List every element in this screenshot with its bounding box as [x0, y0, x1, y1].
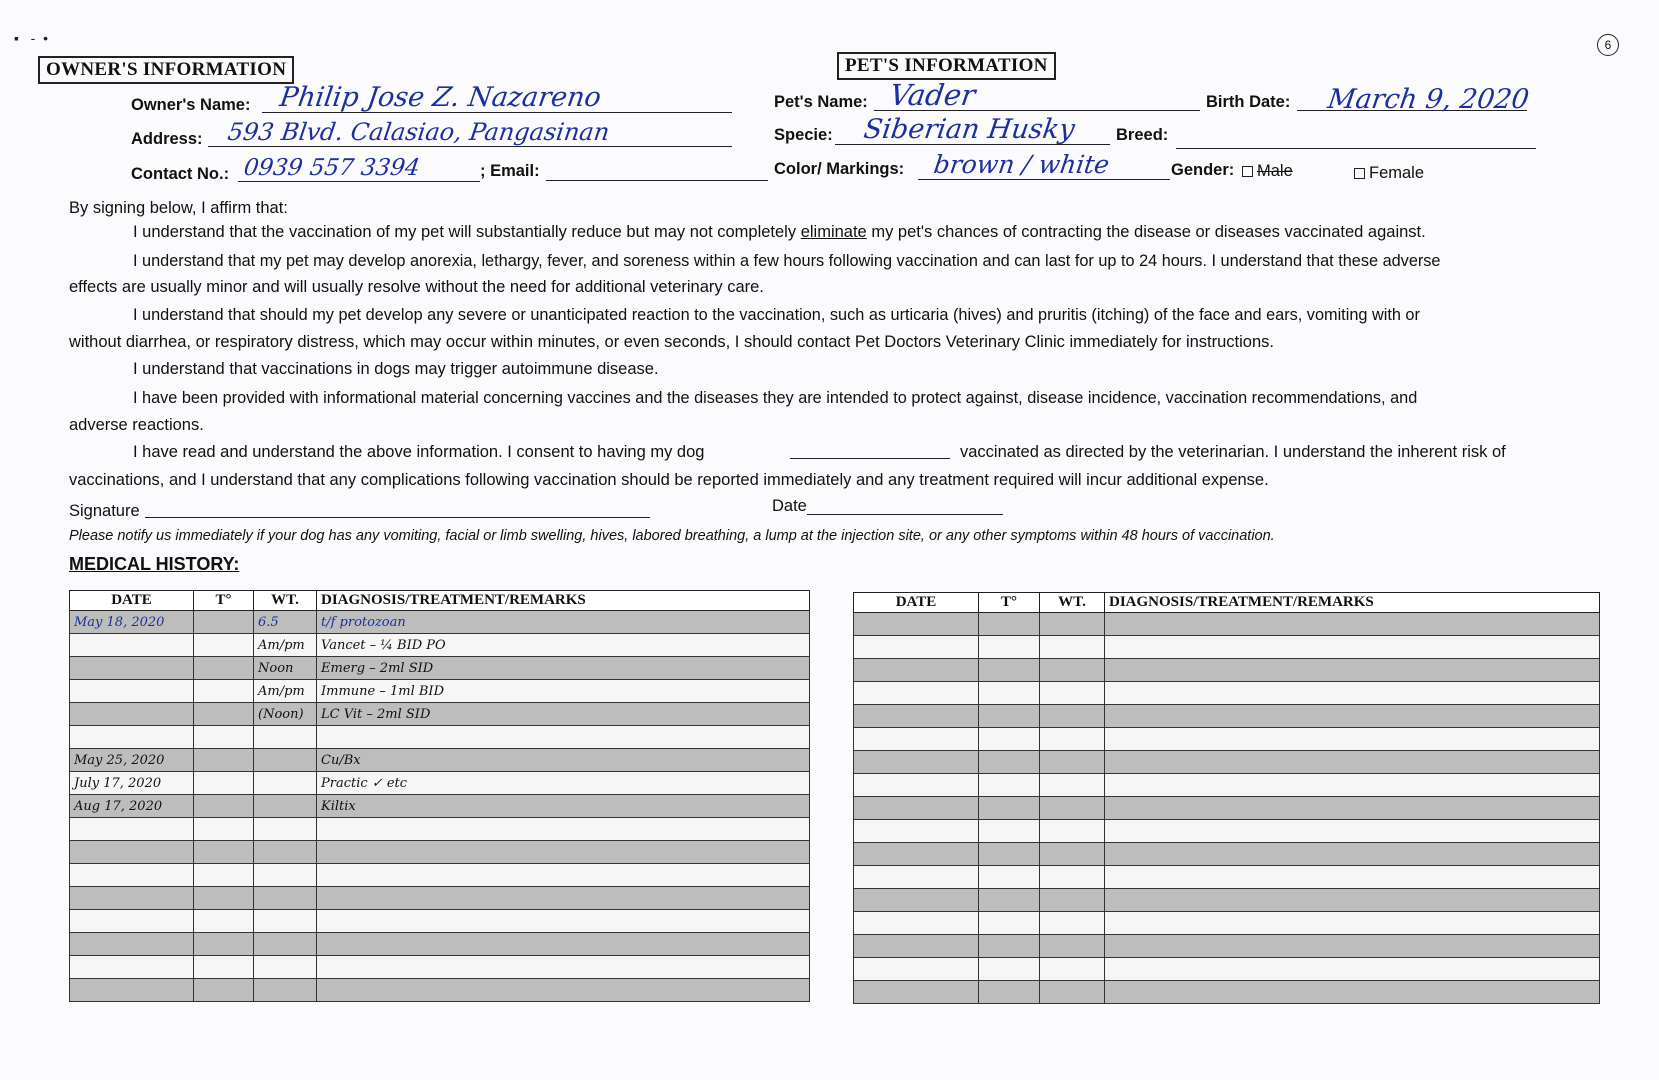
cell-remarks[interactable]: [1105, 774, 1600, 797]
breed-line: [1176, 148, 1536, 149]
cell-weight[interactable]: [1040, 958, 1105, 981]
cell-date[interactable]: [70, 864, 194, 887]
cell-date[interactable]: [854, 728, 979, 751]
cell-temp[interactable]: [979, 935, 1040, 958]
cell-temp[interactable]: [979, 751, 1040, 774]
table-row: [70, 680, 810, 703]
pet-name-label: Pet's Name:: [774, 93, 868, 111]
cell-weight[interactable]: [254, 726, 317, 749]
consent-intro: By signing below, I affirm that:: [69, 199, 288, 217]
cell-weight[interactable]: [254, 887, 317, 910]
table-row: [70, 634, 810, 657]
consent-paragraph-2a: I understand that my pet may develop anorexia, lethargy, fever, and soreness within a few hours following vaccination and can last for up to 24 hours. I understand that these adverse: [133, 252, 1441, 270]
cell-temp[interactable]: [979, 889, 1040, 912]
cell-weight[interactable]: [1040, 636, 1105, 659]
table-row: [854, 935, 1600, 958]
cell-temp[interactable]: [979, 705, 1040, 728]
cell-date[interactable]: [70, 956, 194, 979]
medical-history-table-left: [69, 590, 810, 1002]
cell-weight[interactable]: [1040, 981, 1105, 1004]
cell-temp[interactable]: [194, 887, 254, 910]
specie-label: Specie:: [774, 126, 833, 144]
cell-temp[interactable]: [979, 636, 1040, 659]
cell-remarks[interactable]: [317, 864, 810, 887]
cell-remarks[interactable]: [1105, 820, 1600, 843]
table-row: [854, 866, 1600, 889]
cell-weight[interactable]: Am/pm: [254, 634, 317, 657]
male-label: Male: [1257, 162, 1293, 180]
cell-remarks[interactable]: [1105, 636, 1600, 659]
table-row: [854, 751, 1600, 774]
table-row: [70, 887, 810, 910]
cell-date[interactable]: Aug 17, 2020: [70, 795, 194, 818]
cell-date[interactable]: [70, 841, 194, 864]
birth-date-label: Birth Date:: [1206, 93, 1291, 111]
cell-temp[interactable]: [979, 958, 1040, 981]
date-label: Date: [772, 497, 807, 515]
cell-date[interactable]: July 17, 2020: [70, 772, 194, 795]
medical-history-table-right: [853, 592, 1600, 1004]
gender-male-option[interactable]: [1242, 162, 1293, 181]
cell-weight[interactable]: [1040, 797, 1105, 820]
cell-weight[interactable]: [254, 795, 317, 818]
cell-date[interactable]: [70, 657, 194, 680]
dog-name-blank[interactable]: [790, 458, 950, 459]
cell-weight[interactable]: [1040, 935, 1105, 958]
cell-weight[interactable]: [254, 956, 317, 979]
cell-date[interactable]: [854, 889, 979, 912]
col-date-header: DATE: [70, 591, 194, 611]
col-temp-header: T°: [194, 591, 254, 611]
pet-section-title: PET'S INFORMATION: [837, 52, 1056, 80]
cell-weight[interactable]: Am/pm: [254, 680, 317, 703]
cell-remarks[interactable]: [1105, 705, 1600, 728]
cell-temp[interactable]: [194, 910, 254, 933]
cell-remarks[interactable]: [317, 841, 810, 864]
cell-weight[interactable]: [254, 979, 317, 1002]
cell-temp[interactable]: [979, 912, 1040, 935]
table-row: [70, 818, 810, 841]
signature-label: Signature: [69, 502, 140, 520]
cell-date[interactable]: May 18, 2020: [70, 611, 194, 634]
cell-weight[interactable]: [1040, 682, 1105, 705]
table-row: [70, 795, 810, 818]
cell-date[interactable]: May 25, 2020: [70, 749, 194, 772]
cell-weight[interactable]: 6.5: [254, 611, 317, 634]
consent-paragraph-6b: vaccinations, and I understand that any complications following vaccination should be reported immediately and any treatment required will incur additional expense.: [69, 471, 1269, 489]
cell-weight[interactable]: [1040, 774, 1105, 797]
color-markings-line: [918, 179, 1170, 180]
consent-paragraph-3b: without diarrhea, or respiratory distress, which may occur within minutes, or even seconds, I should contact Pet Doctors Veterinary Clinic immediately for instructions.: [69, 333, 1274, 351]
table-row: [70, 726, 810, 749]
table-row: [854, 705, 1600, 728]
consent-paragraph-1: I understand that the vaccination of my pet will substantially reduce but may not completely eliminate my pet's chances of contracting the disease or diseases vaccinated against.: [133, 223, 1426, 241]
cell-remarks[interactable]: [317, 726, 810, 749]
cell-date[interactable]: [70, 887, 194, 910]
table-row: [854, 613, 1600, 636]
cell-date[interactable]: [854, 958, 979, 981]
contact-label: Contact No.:: [131, 165, 230, 183]
cell-temp[interactable]: [194, 956, 254, 979]
cell-remarks[interactable]: [1105, 981, 1600, 1004]
cell-remarks[interactable]: Immune – 1ml BID: [317, 680, 810, 703]
table-row: [854, 912, 1600, 935]
cell-remarks[interactable]: [1105, 912, 1600, 935]
cell-remarks[interactable]: LC Vit – 2ml SID: [317, 703, 810, 726]
owner-name-value[interactable]: Philip Jose Z. Nazareno: [277, 82, 604, 113]
cell-temp[interactable]: [194, 749, 254, 772]
cell-date[interactable]: [854, 981, 979, 1004]
cell-date[interactable]: [854, 935, 979, 958]
cell-remarks[interactable]: [1105, 682, 1600, 705]
cell-date[interactable]: [854, 682, 979, 705]
cell-weight[interactable]: [254, 933, 317, 956]
cell-date[interactable]: [70, 933, 194, 956]
consent-paragraph-3a: I understand that should my pet develop any severe or unanticipated reaction to the vaccination, such as urticaria (hives) and pruritis (itching) of the face and ears, vomiting with or: [133, 306, 1420, 324]
cell-weight[interactable]: Noon: [254, 657, 317, 680]
cell-remarks[interactable]: Vancet – ¼ BID PO: [317, 634, 810, 657]
table-row: [854, 820, 1600, 843]
cell-temp[interactable]: [194, 703, 254, 726]
cell-remarks[interactable]: t/f protozoan: [317, 611, 810, 634]
cell-date[interactable]: [854, 843, 979, 866]
cell-temp[interactable]: [194, 933, 254, 956]
table-row: [70, 703, 810, 726]
cell-weight[interactable]: [1040, 889, 1105, 912]
table-row: [854, 774, 1600, 797]
cell-temp[interactable]: [979, 774, 1040, 797]
scan-dots: ▪ ‐ •: [14, 30, 48, 46]
cell-date[interactable]: [70, 979, 194, 1002]
table-row: [70, 611, 810, 634]
specie-value[interactable]: Siberian Husky: [861, 114, 1077, 145]
cell-weight[interactable]: [1040, 820, 1105, 843]
cell-date[interactable]: [854, 912, 979, 935]
cell-date[interactable]: [854, 636, 979, 659]
cell-temp[interactable]: [194, 772, 254, 795]
col-date-header: DATE: [854, 593, 979, 613]
cell-temp[interactable]: [194, 611, 254, 634]
cell-weight[interactable]: [1040, 751, 1105, 774]
cell-weight[interactable]: [1040, 613, 1105, 636]
table-row: [854, 889, 1600, 912]
cell-temp[interactable]: [194, 841, 254, 864]
table-row: [70, 910, 810, 933]
col-weight-header: WT.: [254, 591, 317, 611]
cell-weight[interactable]: [1040, 912, 1105, 935]
cell-weight[interactable]: [1040, 659, 1105, 682]
cell-temp[interactable]: [979, 981, 1040, 1004]
cell-weight[interactable]: [254, 772, 317, 795]
cell-remarks[interactable]: Practic ✓ etc: [317, 772, 810, 795]
cell-temp[interactable]: [194, 726, 254, 749]
medical-history-title: MEDICAL HISTORY:: [69, 554, 240, 574]
signature-line[interactable]: [145, 517, 650, 518]
contact-line: [238, 181, 480, 182]
cell-date[interactable]: [854, 613, 979, 636]
consent-paragraph-5b: adverse reactions.: [69, 416, 204, 434]
cell-temp[interactable]: [194, 979, 254, 1002]
table-row: [854, 843, 1600, 866]
cell-date[interactable]: [854, 797, 979, 820]
cell-date[interactable]: [70, 680, 194, 703]
date-line[interactable]: [807, 514, 1003, 515]
table-row: [854, 728, 1600, 751]
consent-paragraph-6a: I have read and understand the above information. I consent to having my dog: [133, 443, 705, 461]
cell-temp[interactable]: [979, 843, 1040, 866]
cell-weight[interactable]: [254, 841, 317, 864]
cell-temp[interactable]: [194, 634, 254, 657]
cell-remarks[interactable]: [1105, 935, 1600, 958]
col-temp-header: T°: [979, 593, 1040, 613]
cell-weight[interactable]: (Noon): [254, 703, 317, 726]
address-label: Address:: [131, 130, 203, 148]
table-row: [70, 749, 810, 772]
cell-temp[interactable]: [979, 613, 1040, 636]
cell-temp[interactable]: [979, 659, 1040, 682]
cell-remarks[interactable]: [317, 933, 810, 956]
cell-remarks[interactable]: [1105, 728, 1600, 751]
cell-date[interactable]: [70, 818, 194, 841]
cell-temp[interactable]: [979, 797, 1040, 820]
cell-weight[interactable]: [254, 818, 317, 841]
cell-remarks[interactable]: [317, 979, 810, 1002]
cell-date[interactable]: [70, 910, 194, 933]
gender-female-option[interactable]: [1354, 164, 1424, 183]
cell-remarks[interactable]: [1105, 751, 1600, 774]
consent-paragraph-2b: effects are usually minor and will usually resolve without the need for additional veterinary care.: [69, 278, 764, 296]
table-row: [70, 979, 810, 1002]
color-markings-label: Color/ Markings:: [774, 160, 905, 178]
cell-temp[interactable]: [979, 866, 1040, 889]
address-value[interactable]: 593 Blvd. Calasiao, Pangasinan: [226, 118, 612, 146]
cell-date[interactable]: [854, 774, 979, 797]
cell-weight[interactable]: [1040, 728, 1105, 751]
cell-date[interactable]: [854, 659, 979, 682]
cell-remarks[interactable]: [1105, 889, 1600, 912]
cell-remarks[interactable]: Emerg – 2ml SID: [317, 657, 810, 680]
table-row: [854, 682, 1600, 705]
cell-date[interactable]: [70, 726, 194, 749]
contact-value[interactable]: 0939 557 3394: [242, 155, 422, 181]
cell-remarks[interactable]: [1105, 659, 1600, 682]
cell-date[interactable]: [854, 705, 979, 728]
cell-temp[interactable]: [979, 682, 1040, 705]
birth-date-value[interactable]: March 9, 2020: [1325, 84, 1531, 115]
table-row: [70, 657, 810, 680]
cell-weight[interactable]: [1040, 843, 1105, 866]
owner-name-label: Owner's Name:: [131, 96, 251, 114]
cell-remarks[interactable]: [1105, 613, 1600, 636]
table-row: [70, 956, 810, 979]
cell-weight[interactable]: [1040, 705, 1105, 728]
cell-remarks[interactable]: Kiltix: [317, 795, 810, 818]
cell-temp[interactable]: [194, 657, 254, 680]
table-row: [70, 864, 810, 887]
cell-temp[interactable]: [194, 818, 254, 841]
gender-label: Gender:: [1171, 161, 1235, 179]
owner-section-title: OWNER'S INFORMATION: [38, 56, 294, 84]
cell-remarks[interactable]: [317, 910, 810, 933]
cell-date[interactable]: [70, 634, 194, 657]
cell-temp[interactable]: [194, 864, 254, 887]
female-checkbox[interactable]: [1354, 168, 1365, 179]
cell-date[interactable]: [70, 703, 194, 726]
female-label: Female: [1369, 164, 1425, 182]
cell-remarks[interactable]: [317, 956, 810, 979]
cell-remarks[interactable]: [1105, 866, 1600, 889]
col-remarks-header: DIAGNOSIS/TREATMENT/REMARKS: [317, 591, 810, 611]
col-weight-header: WT.: [1040, 593, 1105, 613]
cell-date[interactable]: [854, 866, 979, 889]
cell-weight[interactable]: [254, 910, 317, 933]
cell-temp[interactable]: [979, 728, 1040, 751]
vaccination-notice: Please notify us immediately if your dog has any vomiting, facial or limb swelling, hives, labored breathing, a lump at the injection site, or any other symptoms within 48 hours of vaccination.: [69, 528, 1275, 544]
table-row: [854, 659, 1600, 682]
cell-weight[interactable]: [254, 749, 317, 772]
cell-temp[interactable]: [979, 820, 1040, 843]
breed-label: Breed:: [1116, 126, 1169, 144]
cell-remarks[interactable]: Cu/Bx: [317, 749, 810, 772]
cell-temp[interactable]: [194, 680, 254, 703]
consent-paragraph-6a-end: vaccinated as directed by the veterinarian. I understand the inherent risk of: [960, 443, 1506, 461]
table-row: [854, 981, 1600, 1004]
consent-paragraph-5a: I have been provided with informational material concerning vaccines and the diseases they are intended to protect against, disease incidence, vaccination recommendations, and: [133, 389, 1418, 407]
table-row: [854, 636, 1600, 659]
address-line: [208, 146, 732, 147]
color-markings-value[interactable]: brown / white: [931, 150, 1112, 179]
cell-remarks[interactable]: [317, 887, 810, 910]
cell-remarks[interactable]: [1105, 958, 1600, 981]
cell-remarks[interactable]: [317, 818, 810, 841]
table-row: [854, 958, 1600, 981]
cell-weight[interactable]: [1040, 866, 1105, 889]
male-checkbox[interactable]: [1242, 166, 1253, 177]
email-line: [546, 180, 768, 181]
corner-circle-mark: 6: [1597, 34, 1619, 56]
table-row: [70, 933, 810, 956]
cell-weight[interactable]: [254, 864, 317, 887]
cell-remarks[interactable]: [1105, 797, 1600, 820]
table-row: [70, 772, 810, 795]
table-row: [70, 841, 810, 864]
cell-date[interactable]: [854, 820, 979, 843]
cell-remarks[interactable]: [1105, 843, 1600, 866]
col-remarks-header: DIAGNOSIS/TREATMENT/REMARKS: [1105, 593, 1600, 613]
consent-paragraph-4: I understand that vaccinations in dogs may trigger autoimmune disease.: [133, 360, 659, 378]
email-label: ; Email:: [480, 162, 540, 180]
pet-name-value[interactable]: Vader: [887, 78, 978, 112]
cell-temp[interactable]: [194, 795, 254, 818]
table-row: [854, 797, 1600, 820]
cell-date[interactable]: [854, 751, 979, 774]
